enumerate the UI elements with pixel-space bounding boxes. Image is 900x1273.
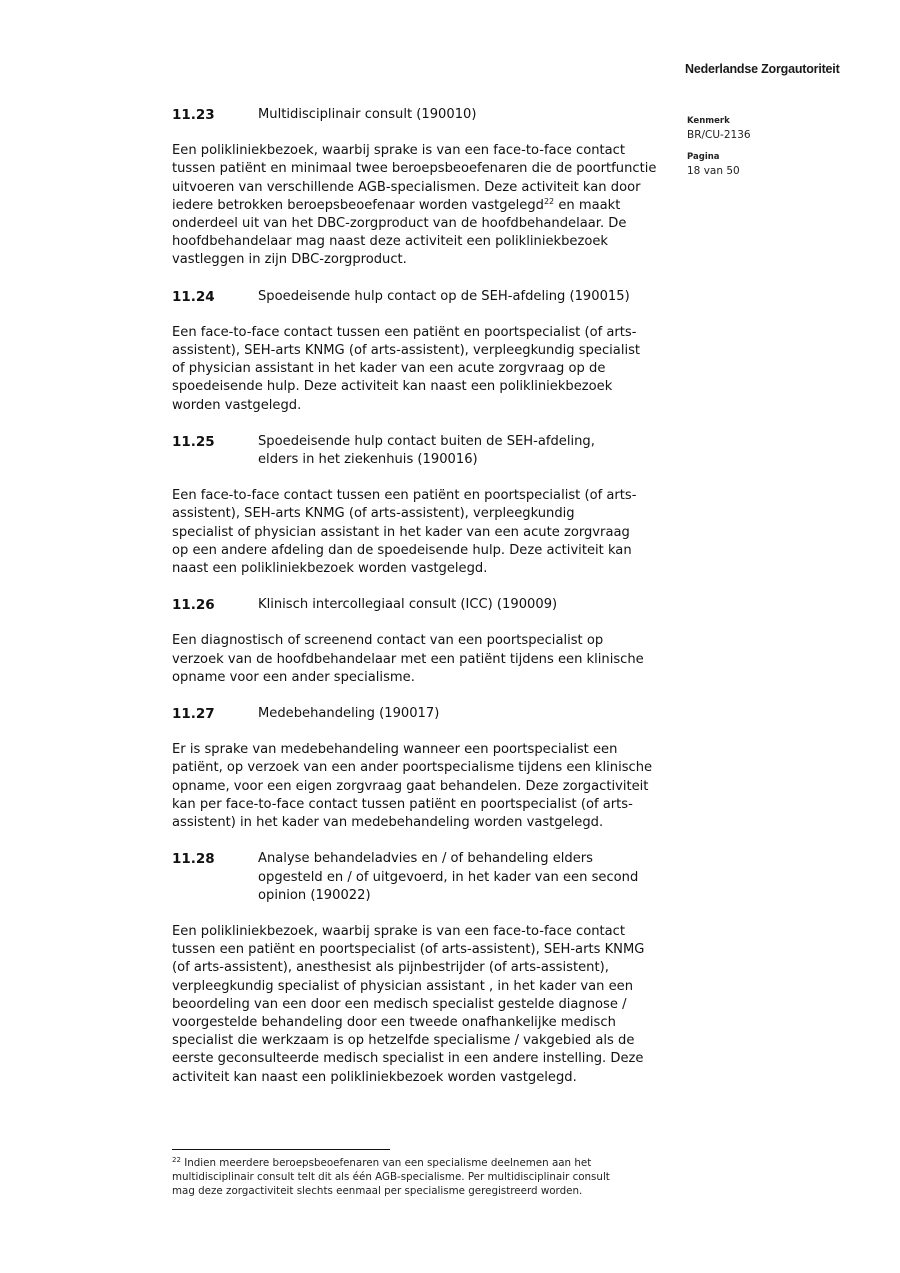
- section-title: Klinisch intercollegiaal consult (ICC) (190009): [258, 597, 558, 613]
- pagina-block: [687, 150, 740, 178]
- section-number: 11.23: [172, 107, 215, 123]
- section-title: Multidisciplinair consult (190010): [258, 107, 477, 122]
- section-paragraph: Een polikliniekbezoek, waarbij sprake is van een face-to-face contact tussen een patiënt en poortspecialist (of arts-assistent), SEH-arts KNMG (of arts-assistent), anesthesist als pijnbestrijder (of arts-assistent), verpleegkundig specialist of physician assistant , in het kader van een beoordeling van een door een medisch specialist gestelde diagnose / voorgestelde behandeling door een tweede onafhankelijke medisch specialist die werkzaam is op hetzelfde specialisme / vakgebied als de eerste geconsulteerde medisch specialist in een andere instelling. Deze activiteit kan naast een polikliniekbezoek worden vastgelegd.: [172, 923, 645, 1085]
- footnote-reference[interactable]: 22: [543, 196, 555, 206]
- paragraph-text: Een polikliniekbezoek, waarbij sprake is van een face-to-face contact tussen patiënt en minimaal twee beroepsbeoefenaren die de poortfunctie uitvoeren van verschillende AGB-specialismen. Deze activiteit kan door iedere betrokken beroepsbeoefenaar worden vastgelegd: [172, 143, 657, 213]
- footnote: [172, 1156, 672, 1199]
- kenmerk-value: BR/CU-2136: [687, 129, 751, 141]
- section-paragraph: [172, 142, 682, 269]
- kenmerk-label: Kenmerk: [687, 116, 730, 126]
- section-number: 11.25: [172, 433, 215, 450]
- section-heading: [172, 705, 682, 723]
- section-paragraph: Er is sprake van medebehandeling wanneer een poortspecialist een patiënt, op verzoek van een ander poortspecialisme tijdens een klinische opname, voor een eigen zorgvraag gaat behandelen. Deze zorgactiviteit kan per face-to-face contact tussen patiënt en poortspecialist (of arts- assistent) in het kader van medebehandeling worden vastgelegd.: [172, 742, 653, 831]
- pagina-label: Pagina: [687, 152, 720, 162]
- section-title: Medebehandeling (190017): [258, 706, 440, 722]
- section-11-24: [172, 288, 682, 415]
- section-11-25: [172, 433, 682, 578]
- section-number: 11.28: [172, 851, 215, 868]
- section-11-23: [172, 106, 682, 270]
- section-title: Analyse behandeladvies en / of behandeling elders opgesteld en / of uitgevoerd, in het kader van een second opinion (190022): [258, 851, 639, 903]
- kenmerk-block: [687, 114, 751, 142]
- document-body: [172, 106, 682, 1105]
- section-11-28: [172, 850, 682, 1086]
- paragraph-text-continued: en maakt onderdeel uit van het DBC-zorgproduct van de hoofdbehandelaar. De hoofdbehandelaar mag naast deze activiteit een polikliniekbezoek vastleggen in zijn DBC-zorgproduct.: [172, 197, 627, 268]
- section-heading: [172, 850, 682, 905]
- section-11-26: [172, 596, 682, 687]
- page-number: 18 van 50: [687, 165, 740, 177]
- footnote-number: 22: [172, 1156, 181, 1164]
- section-heading: [172, 596, 682, 614]
- section-heading: [172, 106, 682, 124]
- section-paragraph: Een diagnostisch of screenend contact van een poortspecialist op verzoek van de hoofdbehandelaar met een patiënt tijdens een klinische opname voor een ander specialisme.: [172, 633, 644, 685]
- section-number: 11.27: [172, 706, 215, 723]
- section-title: Spoedeisende hulp contact buiten de SEH-afdeling, elders in het ziekenhuis (190016): [258, 433, 595, 468]
- footnote-divider: [172, 1149, 390, 1150]
- section-paragraph: Een face-to-face contact tussen een patiënt en poortspecialist (of arts- assistent), SEH-arts KNMG (of arts-assistent), verpleegkundig specialist of physician assistant in het kader van een acute zorgvraag op de spoedeisende hulp. Deze activiteit kan naast een polikliniekbezoek worden vastgelegd.: [172, 324, 641, 413]
- section-11-27: [172, 705, 682, 832]
- section-number: 11.24: [172, 288, 215, 305]
- section-title: Spoedeisende hulp contact op de SEH-afdeling (190015): [258, 288, 630, 304]
- section-heading: [172, 433, 682, 469]
- section-heading: [172, 288, 682, 306]
- section-number: 11.26: [172, 597, 215, 614]
- footnote-text: Indien meerdere beroepsbeoefenaren van een specialisme deelnemen aan het multidisciplinair consult telt dit als één AGB-specialisme. Per multidisciplinair consult mag deze zorgactiviteit slechts eenmaal per specialisme geregistreerd worden.: [172, 1157, 610, 1198]
- organization-name: Nederlandse Zorgautoriteit: [685, 62, 840, 76]
- section-paragraph: Een face-to-face contact tussen een patiënt en poortspecialist (of arts- assistent), SEH-arts KNMG (of arts-assistent), verpleegkundig specialist of physician assistant in het kader van een acute zorgvraag op een andere afdeling dan de spoedeisende hulp. Deze activiteit kan naast een polikliniekbezoek worden vastgelegd.: [172, 488, 637, 577]
